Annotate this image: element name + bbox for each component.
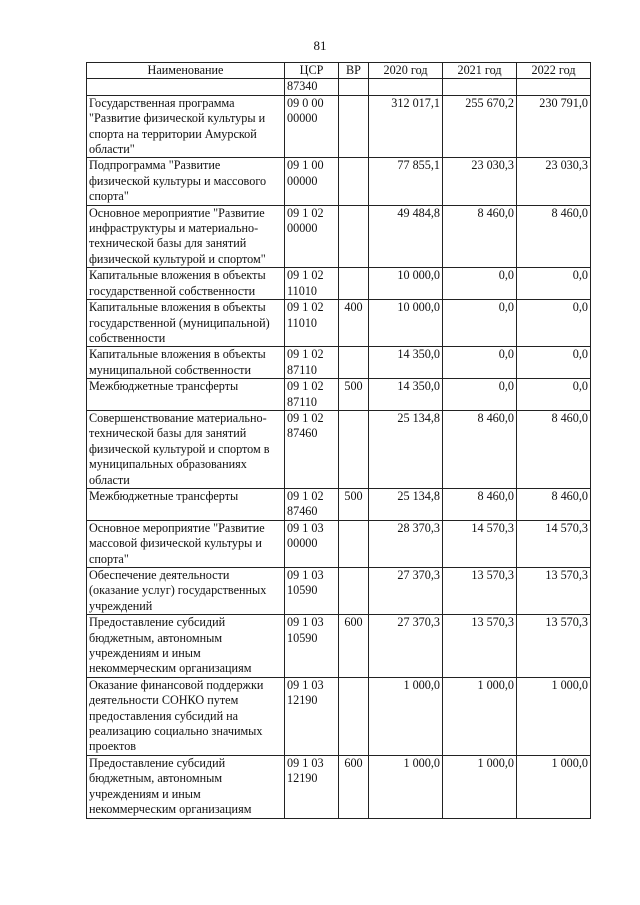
cell-2020: 10 000,0: [369, 268, 443, 300]
cell-2021: 1 000,0: [443, 755, 517, 818]
cell-name: Оказание финансовой поддержки деятельности СОНКО путем предоставления субсидий на реализацию социально значимых проектов: [87, 677, 285, 755]
cell-vr: [339, 95, 369, 158]
header-2022: 2022 год: [517, 63, 591, 79]
cell-2022: 23 030,3: [517, 158, 591, 205]
page-number: 81: [313, 38, 327, 53]
cell-2022: 13 570,3: [517, 615, 591, 678]
cell-vr: [339, 568, 369, 615]
cell-2022: 14 570,3: [517, 520, 591, 567]
cell-2020: 25 134,8: [369, 410, 443, 488]
table-row: [87, 268, 591, 300]
header-2021: 2021 год: [443, 63, 517, 79]
cell-vr: 500: [339, 488, 369, 520]
table-row: [87, 410, 591, 488]
cell-2021: 13 570,3: [443, 615, 517, 678]
cell-csr: 09 1 03 12190: [285, 755, 339, 818]
cell-vr: [339, 205, 369, 268]
cell-2022: 1 000,0: [517, 755, 591, 818]
table-row: [87, 677, 591, 755]
cell-2020: 1 000,0: [369, 755, 443, 818]
cell-csr: 09 1 03 10590: [285, 568, 339, 615]
cell-vr: [339, 79, 369, 95]
cell-vr: 500: [339, 379, 369, 411]
cell-2021: 13 570,3: [443, 568, 517, 615]
header-2020: 2020 год: [369, 63, 443, 79]
table-body: [87, 79, 591, 818]
cell-csr: 09 1 02 87110: [285, 379, 339, 411]
cell-csr: 87340: [285, 79, 339, 95]
cell-name: Основное мероприятие "Развитие массовой физической культуры и спорта": [87, 520, 285, 567]
cell-csr: 09 1 00 00000: [285, 158, 339, 205]
cell-name: Подпрограмма "Развитие физической культуры и массового спорта": [87, 158, 285, 205]
cell-name: Межбюджетные трансферты: [87, 379, 285, 411]
cell-name: Капитальные вложения в объекты государственной (муниципальной) собственности: [87, 300, 285, 347]
cell-csr: 09 1 02 87460: [285, 410, 339, 488]
header-vr: ВР: [339, 63, 369, 79]
cell-2021: 8 460,0: [443, 488, 517, 520]
header-row: [87, 63, 591, 79]
cell-2021: 8 460,0: [443, 205, 517, 268]
cell-2020: 10 000,0: [369, 300, 443, 347]
cell-vr: [339, 520, 369, 567]
cell-2022: 8 460,0: [517, 410, 591, 488]
cell-vr: [339, 158, 369, 205]
cell-2022: 0,0: [517, 268, 591, 300]
cell-vr: [339, 410, 369, 488]
cell-2020: 27 370,3: [369, 615, 443, 678]
header-name: Наименование: [87, 63, 285, 79]
cell-2021: 255 670,2: [443, 95, 517, 158]
cell-2020: 312 017,1: [369, 95, 443, 158]
table-row: [87, 79, 591, 95]
cell-name: Государственная программа "Развитие физической культуры и спорта на территории Амурской области": [87, 95, 285, 158]
cell-2022: 8 460,0: [517, 488, 591, 520]
cell-2022: 0,0: [517, 300, 591, 347]
cell-vr: [339, 347, 369, 379]
cell-csr: 09 1 03 12190: [285, 677, 339, 755]
cell-2022: 0,0: [517, 347, 591, 379]
cell-2020: 49 484,8: [369, 205, 443, 268]
cell-name: Совершенствование материально-технической базы для занятий физической культурой и спортом в муниципальных образованиях области: [87, 410, 285, 488]
cell-name: Межбюджетные трансферты: [87, 488, 285, 520]
table-row: [87, 615, 591, 678]
cell-2021: [443, 79, 517, 95]
cell-2021: 1 000,0: [443, 677, 517, 755]
table-row: [87, 300, 591, 347]
cell-2021: 0,0: [443, 268, 517, 300]
table-row: [87, 568, 591, 615]
header-csr: ЦСР: [285, 63, 339, 79]
cell-name: Капитальные вложения в объекты государственной собственности: [87, 268, 285, 300]
cell-2021: 8 460,0: [443, 410, 517, 488]
cell-vr: 600: [339, 755, 369, 818]
cell-vr: 600: [339, 615, 369, 678]
cell-2020: [369, 79, 443, 95]
table-row: [87, 205, 591, 268]
cell-name: Основное мероприятие "Развитие инфраструктуры и материально-технической базы для занятий физической культурой и спортом": [87, 205, 285, 268]
cell-2020: 25 134,8: [369, 488, 443, 520]
cell-2020: 77 855,1: [369, 158, 443, 205]
cell-vr: [339, 677, 369, 755]
table-row: [87, 347, 591, 379]
table-header: [87, 63, 591, 79]
cell-name: Предоставление субсидий бюджетным, автономным учреждениям и иным некоммерческим организациям: [87, 615, 285, 678]
table-row: [87, 755, 591, 818]
table-row: [87, 158, 591, 205]
cell-2022: 0,0: [517, 379, 591, 411]
cell-csr: 09 0 00 00000: [285, 95, 339, 158]
cell-csr: 09 1 02 00000: [285, 205, 339, 268]
cell-vr: [339, 268, 369, 300]
cell-2021: 0,0: [443, 379, 517, 411]
cell-2022: [517, 79, 591, 95]
cell-2021: 0,0: [443, 300, 517, 347]
cell-csr: 09 1 02 11010: [285, 300, 339, 347]
cell-2022: 1 000,0: [517, 677, 591, 755]
cell-2021: 0,0: [443, 347, 517, 379]
cell-csr: 09 1 02 87460: [285, 488, 339, 520]
cell-2020: 1 000,0: [369, 677, 443, 755]
cell-name: Обеспечение деятельности (оказание услуг) государственных учреждений: [87, 568, 285, 615]
cell-csr: 09 1 03 10590: [285, 615, 339, 678]
cell-2022: 13 570,3: [517, 568, 591, 615]
cell-2022: 230 791,0: [517, 95, 591, 158]
cell-2020: 27 370,3: [369, 568, 443, 615]
cell-vr: 400: [339, 300, 369, 347]
cell-2020: 14 350,0: [369, 347, 443, 379]
budget-table: [86, 62, 591, 819]
table-row: [87, 520, 591, 567]
cell-2021: 23 030,3: [443, 158, 517, 205]
table-row: [87, 488, 591, 520]
table-row: [87, 379, 591, 411]
cell-name: Предоставление субсидий бюджетным, автономным учреждениям и иным некоммерческим организациям: [87, 755, 285, 818]
table-row: [87, 95, 591, 158]
cell-2020: 28 370,3: [369, 520, 443, 567]
cell-csr: 09 1 02 87110: [285, 347, 339, 379]
cell-name: [87, 79, 285, 95]
cell-2022: 8 460,0: [517, 205, 591, 268]
cell-csr: 09 1 03 00000: [285, 520, 339, 567]
cell-csr: 09 1 02 11010: [285, 268, 339, 300]
cell-name: Капитальные вложения в объекты муниципальной собственности: [87, 347, 285, 379]
cell-2021: 14 570,3: [443, 520, 517, 567]
cell-2020: 14 350,0: [369, 379, 443, 411]
